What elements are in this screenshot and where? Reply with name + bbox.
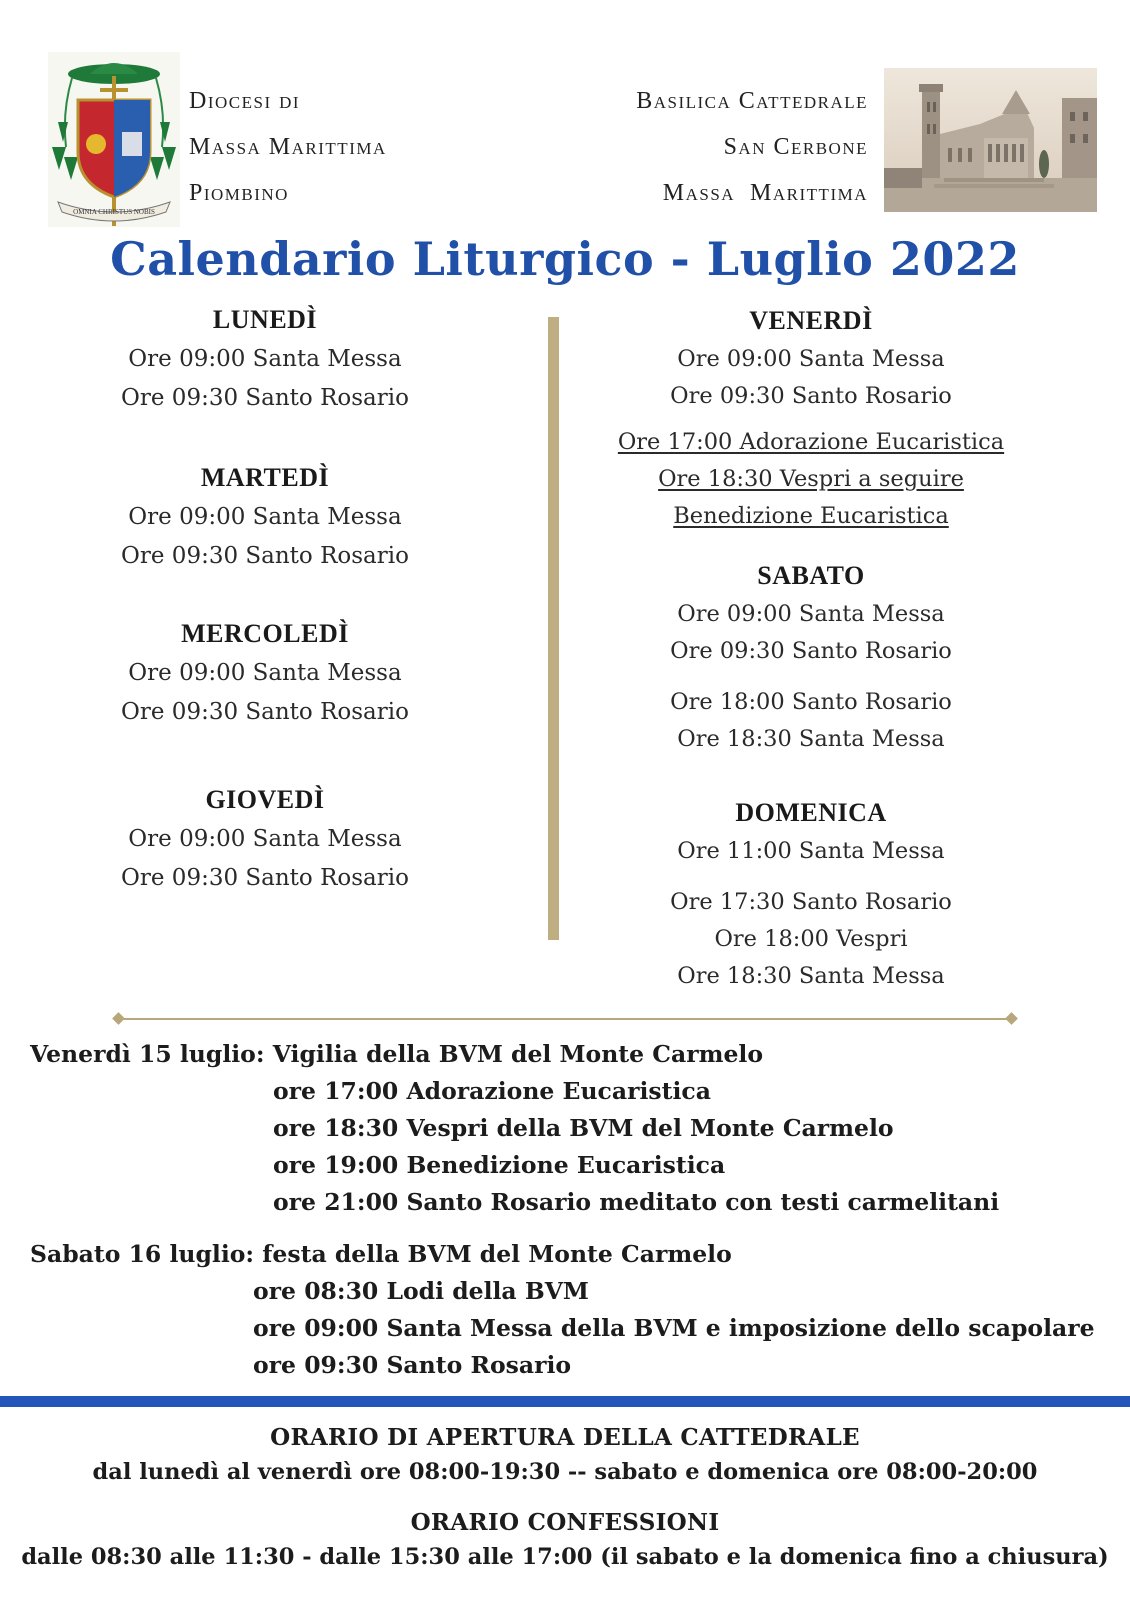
day-block-martedi [60, 458, 470, 576]
schedule-line: Ore 09:00 Santa Messa [128, 504, 402, 530]
basilica-line-2: San Cerbone [723, 134, 868, 160]
confession-hours [0, 1505, 1130, 1575]
day-block-lunedi [60, 300, 470, 418]
basilica-line-3: Massa Marittima [662, 180, 868, 206]
day-block-domenica [592, 793, 1030, 995]
schedule-line: Ore 09:00 Santa Messa [677, 601, 945, 627]
schedule-line: Ore 09:30 Santo Rosario [670, 383, 952, 409]
page-title: Calendario Liturgico - Luglio 2022 [110, 232, 1020, 286]
schedule-line: Ore 18:00 Vespri [714, 926, 908, 952]
footer-blue-bar [0, 1396, 1130, 1407]
schedule-line: Ore 18:00 Santo Rosario [670, 689, 952, 715]
schedule-line: Ore 09:00 Santa Messa [128, 660, 402, 686]
day-block-venerdi [592, 301, 1030, 535]
schedule-line: Ore 09:30 Santo Rosario [121, 543, 409, 569]
special-event-title: festa della BVM del Monte Carmelo [262, 1240, 732, 1268]
diocese-name [189, 78, 387, 216]
basilica-line-1: Basilica Cattedrale [636, 88, 868, 114]
diocese-line-2: Massa Marittima [189, 134, 387, 160]
special-item: ore 21:00 Santo Rosario meditato con testi carmelitani [273, 1188, 1000, 1216]
diocese-line-1: Diocesi di [189, 88, 301, 114]
crest-motto: OMNIA CHRISTUS NOBIS [73, 208, 155, 216]
special-sabato-16 [30, 1236, 1095, 1384]
schedule-line: Ore 09:30 Santo Rosario [670, 638, 952, 664]
diocese-coat-of-arms [48, 52, 180, 227]
schedule-line-underlined: Ore 17:00 Adorazione Eucaristica [617, 429, 1005, 455]
schedule-line: Ore 09:30 Santo Rosario [121, 699, 409, 725]
diocese-line-3: Piombino [189, 180, 289, 206]
special-item: ore 09:30 Santo Rosario [253, 1351, 572, 1379]
schedule-line-underlined: Ore 18:30 Vespri a seguire [658, 466, 964, 492]
schedule-line: Ore 18:30 Santa Messa [677, 963, 945, 989]
divider-diamond-right [1005, 1012, 1018, 1025]
opening-hours-text: dal lunedì al venerdì ore 08:00-19:30 -- sabato e domenica ore 08:00-20:00 [92, 1459, 1038, 1485]
cathedral-photo [884, 68, 1097, 212]
column-divider [548, 317, 559, 940]
confession-hours-text: dalle 08:30 alle 11:30 - dalle 15:30 alle 17:00 (il sabato e la domenica fino a chiusura) [21, 1544, 1109, 1570]
special-item: ore 08:30 Lodi della BVM [253, 1277, 589, 1305]
schedule-line: Ore 18:30 Santa Messa [677, 726, 945, 752]
special-event-title: Vigilia della BVM del Monte Carmelo [272, 1040, 764, 1068]
day-heading: VENERDÌ [749, 306, 873, 335]
schedule-line-underlined: Benedizione Eucaristica [673, 503, 949, 529]
special-item: ore 18:30 Vespri della BVM del Monte Carmelo [273, 1114, 894, 1142]
day-block-giovedi [60, 780, 470, 898]
special-venerdi-15 [30, 1036, 999, 1221]
schedule-line: Ore 11:00 Santa Messa [677, 838, 945, 864]
special-item: ore 19:00 Benedizione Eucaristica [273, 1151, 726, 1179]
schedule-line: Ore 09:00 Santa Messa [128, 346, 402, 372]
day-block-sabato [592, 556, 1030, 758]
schedule-line: Ore 09:00 Santa Messa [128, 826, 402, 852]
day-block-mercoledi [60, 614, 470, 732]
day-heading: GIOVEDÌ [205, 785, 325, 814]
day-heading: SABATO [757, 561, 865, 590]
divider-diamond-left [112, 1012, 125, 1025]
schedule-line: Ore 09:30 Santo Rosario [121, 865, 409, 891]
schedule-line: Ore 09:30 Santo Rosario [121, 385, 409, 411]
special-item: ore 09:00 Santa Messa della BVM e imposizione dello scapolare [253, 1314, 1095, 1342]
confession-hours-title: ORARIO CONFESSIONI [410, 1509, 720, 1536]
day-heading: LUNEDÌ [212, 305, 318, 334]
day-heading: MERCOLEDÌ [181, 619, 349, 648]
schedule-line: Ore 09:00 Santa Messa [677, 346, 945, 372]
basilica-name [636, 78, 868, 216]
schedule-line: Ore 17:30 Santo Rosario [670, 889, 952, 915]
opening-hours [0, 1420, 1130, 1490]
special-date-label: Venerdì 15 luglio: [30, 1040, 265, 1068]
section-divider [119, 1018, 1012, 1020]
day-heading: DOMENICA [735, 798, 887, 827]
day-heading: MARTEDÌ [200, 463, 330, 492]
special-date-label: Sabato 16 luglio: [30, 1240, 255, 1268]
special-item: ore 17:00 Adorazione Eucaristica [273, 1077, 711, 1105]
opening-hours-title: ORARIO DI APERTURA DELLA CATTEDRALE [270, 1424, 860, 1451]
